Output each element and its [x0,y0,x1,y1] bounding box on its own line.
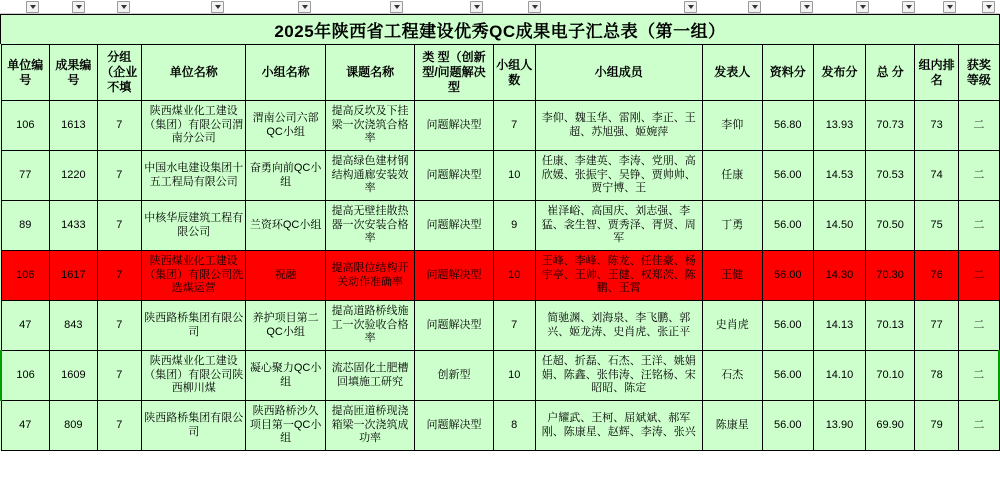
cell-members-count[interactable]: 10 [493,351,535,401]
cell-members-count[interactable]: 10 [493,251,535,301]
cell-pub-score[interactable]: 14.13 [813,301,866,351]
cell-members-count[interactable]: 8 [493,401,535,451]
table-row[interactable] [1,401,999,451]
cell-presenter[interactable]: 陈康星 [702,401,762,451]
cell-rank[interactable]: 78 [914,351,958,401]
cell-rank[interactable]: 79 [914,401,958,451]
cell-result-no[interactable]: 1433 [50,201,98,251]
cell-total[interactable]: 70.30 [866,251,915,301]
cell-unit-name[interactable]: 陕西路桥集团有限公司 [141,301,246,351]
cell-pub-score[interactable]: 14.50 [813,201,866,251]
filter-dropdown-6[interactable] [390,1,403,13]
cell-type[interactable]: 问题解决型 [415,151,493,201]
header-doc-score[interactable]: 资料分 [762,45,813,101]
cell-total[interactable]: 70.50 [866,201,915,251]
cell-unit-name[interactable]: 陕西煤业化工建设（集团）有限公司洗选煤运营 [141,251,246,301]
header-total[interactable]: 总 分 [866,45,915,101]
cell-type[interactable]: 问题解决型 [415,301,493,351]
cell-team-name[interactable]: 祝融 [246,251,325,301]
filter-dropdown-8[interactable] [528,1,541,13]
cell-pub-score[interactable]: 14.10 [813,351,866,401]
cell-presenter[interactable]: 李仰 [702,101,762,151]
cell-rank[interactable]: 75 [914,201,958,251]
cell-pub-score[interactable]: 13.90 [813,401,866,451]
cell-type[interactable]: 问题解决型 [415,401,493,451]
cell-total[interactable]: 69.90 [866,401,915,451]
cell-members-count[interactable]: 10 [493,151,535,201]
cell-result-no[interactable]: 1220 [50,151,98,201]
table-row[interactable] [1,251,999,301]
filter-dropdown-15[interactable] [982,1,995,13]
header-group[interactable]: 分组（企业不填 [97,45,141,101]
cell-group[interactable]: 7 [97,351,141,401]
cell-result-no[interactable]: 1609 [50,351,98,401]
cell-unit-no[interactable]: 106 [1,351,50,401]
cell-type[interactable]: 创新型 [415,351,493,401]
cell-award[interactable]: 二 [959,101,999,151]
cell-rank[interactable]: 76 [914,251,958,301]
cell-topic[interactable]: 提高无壁挂散热器一次安装合格率 [325,201,415,251]
cell-presenter[interactable]: 任康 [702,151,762,201]
header-result-no[interactable]: 成果编号 [50,45,98,101]
cell-topic[interactable]: 流芯固化土肥槽回填施工研究 [325,351,415,401]
cell-group[interactable]: 7 [97,201,141,251]
cell-result-no[interactable]: 809 [50,401,98,451]
cell-result-no[interactable]: 1613 [50,101,98,151]
header-rank[interactable]: 组内排名 [914,45,958,101]
cell-doc-score[interactable]: 56.00 [762,151,813,201]
cell-unit-name[interactable]: 陕西煤业化工建设（集团）有限公司渭南分公司 [141,101,246,151]
filter-dropdown-5[interactable] [298,1,311,13]
filter-dropdown-10[interactable] [748,1,761,13]
qc-results-table [0,44,1000,451]
header-type[interactable]: 类 型（创新型/问题解决型 [415,45,493,101]
autofilter-strip [0,0,1000,14]
filter-dropdown-13[interactable] [902,1,915,13]
cell-topic[interactable]: 提高绿色建材钢结构通廊安装效率 [325,151,415,201]
cell-group[interactable]: 7 [97,401,141,451]
cell-members[interactable]: 王峰、李峰、陈龙、任佳豪、杨宇亭、王帅、王健、权郑茨、陈鹏、王霄 [535,251,702,301]
cell-award[interactable]: 二 [959,401,999,451]
cell-unit-no[interactable]: 77 [1,151,50,201]
cell-topic[interactable]: 提高限位结构开关动作准确率 [325,251,415,301]
cell-award[interactable]: 二 [959,201,999,251]
header-team-name[interactable]: 小组名称 [246,45,325,101]
filter-dropdown-14[interactable] [943,1,956,13]
filter-dropdown-9[interactable] [684,1,697,13]
cell-total[interactable]: 70.53 [866,151,915,201]
page-title: 2025年陕西省工程建设优秀QC成果电子汇总表（第一组） [274,22,726,41]
table-header-row [1,45,999,101]
cell-rank[interactable]: 74 [914,151,958,201]
filter-dropdown-4[interactable] [211,1,224,13]
cell-type[interactable]: 问题解决型 [415,201,493,251]
cell-type[interactable]: 问题解决型 [415,101,493,151]
cell-unit-name[interactable]: 中核华辰建筑工程有限公司 [141,201,246,251]
header-topic[interactable]: 课题名称 [325,45,415,101]
cell-topic[interactable]: 提高匝道桥现浇箱梁一次浇筑成功率 [325,401,415,451]
table-row[interactable] [1,201,999,251]
cell-members-count[interactable]: 9 [493,201,535,251]
header-presenter[interactable]: 发表人 [702,45,762,101]
cell-pub-score[interactable]: 14.53 [813,151,866,201]
header-pub-score[interactable]: 发布分 [813,45,866,101]
cell-team-name[interactable]: 陕西路桥沙久项目第一QC小组 [246,401,325,451]
filter-dropdown-11[interactable] [800,1,813,13]
header-members[interactable]: 小组成员 [535,45,702,101]
cell-pub-score[interactable]: 13.93 [813,101,866,151]
cell-result-no[interactable]: 1617 [50,251,98,301]
cell-unit-no[interactable]: 47 [1,401,50,451]
cell-unit-name[interactable]: 陕西路桥集团有限公司 [141,401,246,451]
header-members-count[interactable]: 小组人数 [493,45,535,101]
filter-dropdown-7[interactable] [470,1,483,13]
cell-doc-score[interactable]: 56.00 [762,351,813,401]
cell-group[interactable]: 7 [97,151,141,201]
cell-doc-score[interactable]: 56.00 [762,251,813,301]
cell-doc-score[interactable]: 56.80 [762,101,813,151]
cell-members[interactable]: 崔泽峪、高国庆、刘志强、李猛、衾生智、贾秀泽、胥贤、周军 [535,201,702,251]
table-row[interactable] [1,351,999,401]
cell-topic[interactable]: 提高道路桥线施工一次验收合格率 [325,301,415,351]
cell-presenter[interactable]: 石杰 [702,351,762,401]
cell-doc-score[interactable]: 56.00 [762,401,813,451]
table-row[interactable] [1,101,999,151]
cell-result-no[interactable]: 843 [50,301,98,351]
cell-total[interactable]: 70.10 [866,351,915,401]
cell-type[interactable]: 问题解决型 [415,251,493,301]
header-unit-no[interactable]: 单位编号 [1,45,50,101]
cell-award[interactable]: 二 [959,301,999,351]
filter-dropdown-1[interactable] [26,1,39,13]
cell-presenter[interactable]: 王健 [702,251,762,301]
cell-unit-no[interactable]: 89 [1,201,50,251]
cell-group[interactable]: 7 [97,301,141,351]
cell-unit-no[interactable]: 106 [1,101,50,151]
header-award[interactable]: 获奖等级 [959,45,999,101]
cell-unit-no[interactable]: 106 [1,251,50,301]
cell-team-name[interactable]: 兰资环QC小组 [246,201,325,251]
cell-team-name[interactable]: 凝心聚力QC小组 [246,351,325,401]
table-row[interactable] [1,301,999,351]
cell-pub-score[interactable]: 14.30 [813,251,866,301]
cell-award[interactable]: 二 [959,351,999,401]
filter-dropdown-12[interactable] [856,1,869,13]
filter-dropdown-3[interactable] [117,1,130,13]
table-title-row [0,14,1000,44]
cell-doc-score[interactable]: 56.00 [762,201,813,251]
cell-rank[interactable]: 77 [914,301,958,351]
cell-members[interactable]: 任超、折磊、石杰、王洋、姚娟娟、陈鑫、张伟涛、汪铭杨、宋昭昭、陈定 [535,351,702,401]
cell-members[interactable]: 李仰、魏玉华、雷刚、李正、王超、苏旭强、姬婉萍 [535,101,702,151]
cell-team-name[interactable]: 渭南公司六部QC小组 [246,101,325,151]
cell-group[interactable]: 7 [97,251,141,301]
cell-total[interactable]: 70.13 [866,301,915,351]
cell-members[interactable]: 简驰渊、刘海泉、李飞鹏、郭兴、姬龙涛、史肖虎、张正平 [535,301,702,351]
cell-presenter[interactable]: 丁勇 [702,201,762,251]
table-row[interactable] [1,151,999,201]
cell-unit-name[interactable]: 陕西煤业化工建设（集团）有限公司陕西柳川煤 [141,351,246,401]
cell-rank[interactable]: 73 [914,101,958,151]
header-unit-name[interactable]: 单位名称 [141,45,246,101]
cell-members[interactable]: 任康、李建英、李涛、党朋、高欣媛、张振宇、吴铮、贾帅帅、贾宁博、王 [535,151,702,201]
cell-presenter[interactable]: 史肖虎 [702,301,762,351]
filter-dropdown-2[interactable] [72,1,85,13]
cell-members-count[interactable]: 7 [493,301,535,351]
cell-award[interactable]: 二 [959,251,999,301]
cell-award[interactable]: 二 [959,151,999,201]
cell-doc-score[interactable]: 56.00 [762,301,813,351]
cell-total[interactable]: 70.73 [866,101,915,151]
cell-topic[interactable]: 提高反坎及下挂梁一次浇筑合格率 [325,101,415,151]
cell-team-name[interactable]: 奋勇向前QC小组 [246,151,325,201]
cell-members[interactable]: 户耀武、王柯、屈斌斌、郝军刚、陈康星、赵辉、李涛、张兴 [535,401,702,451]
cell-unit-no[interactable]: 47 [1,301,50,351]
cell-team-name[interactable]: 养护项目第二QC小组 [246,301,325,351]
cell-unit-name[interactable]: 中国水电建设集团十五工程局有限公司 [141,151,246,201]
cell-members-count[interactable]: 7 [493,101,535,151]
cell-group[interactable]: 7 [97,101,141,151]
